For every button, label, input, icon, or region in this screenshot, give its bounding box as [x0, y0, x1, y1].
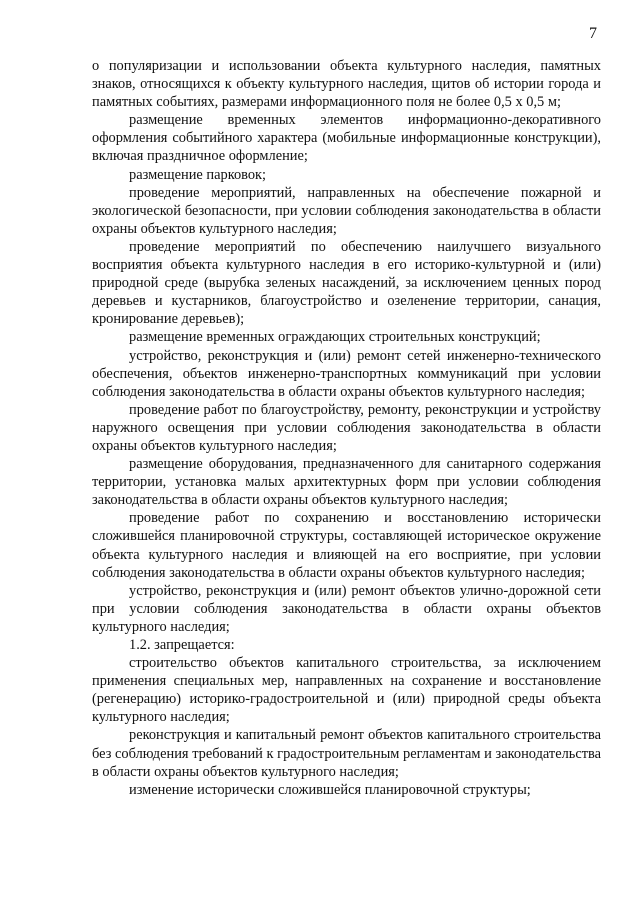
paragraph: размещение парковок;	[129, 166, 267, 183]
paragraph: проведение работ по сохранению и восстановлению исторически сложившейся планировочной структуры, составляющей историческое окружение объекта культурного наследия и влияющей на его восприятие, при условии соблюдения законодательства в области охраны объектов культурного наследия;	[92, 510, 601, 581]
paragraph: о популяризации и использовании объекта культурного наследия, памятных знаков, относящихся к объекту культурного наследия, щитов об истории города и памятных событиях, размерами информационного поля не более 0,5 х 0,5 м;	[92, 58, 601, 111]
paragraph: проведение работ по благоустройству, ремонту, реконструкции и устройству наружного освещения при условии соблюдения законодательства в области охраны объектов культурного наследия;	[92, 401, 601, 454]
paragraph: размещение оборудования, предназначенного для санитарного содержания территории, установка малых архитектурных форм при условии соблюдения законодательства в области охраны объектов культурного наследия;	[92, 456, 601, 509]
paragraph: изменение исторически сложившейся планировочной структуры;	[129, 781, 531, 798]
paragraph: проведение мероприятий, направленных на обеспечение пожарной и экологической безопасности, при условии соблюдения законодательства в области охраны объектов культурного наследия;	[92, 184, 601, 237]
paragraph: проведение мероприятий по обеспечению наилучшего визуального восприятия объекта культурного наследия в его историко-культурной и (или) природной среде (вырубка зеленых насаждений, за исключением ценных пород деревьев и кустарников, благоустройство и озеленение территории, санация, кронирование деревьев);	[92, 238, 601, 328]
paragraph: размещение временных элементов информационно-декоративного оформления событийного характера (мобильные информационные конструкции), включая праздничное оформление;	[92, 112, 601, 165]
paragraph: устройство, реконструкция и (или) ремонт объектов улично-дорожной сети при условии соблюдения законодательства в области охраны объектов культурного наследия;	[92, 582, 601, 635]
paragraph: устройство, реконструкция и (или) ремонт сетей инженерно-технического обеспечения, объектов инженерно-транспортных коммуникаций при условии соблюдения законодательства в области охраны объектов культурного наследия;	[92, 347, 601, 400]
paragraph: строительство объектов капитального строительства, за исключением применения специальных мер, направленных на сохранение и восстановление (регенерацию) историко-градостроительной и (или) природной среды объекта культурного наследия;	[92, 655, 601, 726]
page-number: 7	[589, 25, 597, 42]
section-heading: 1.2. запрещается:	[129, 637, 235, 653]
paragraph: размещение временных ограждающих строительных конструкций;	[129, 329, 541, 346]
paragraph: реконструкция и капитальный ремонт объектов капитального строительства без соблюдения требований к градостроительным регламентам и законодательства в области охраны объектов культурного наследия;	[92, 727, 601, 780]
document-body	[92, 57, 601, 799]
